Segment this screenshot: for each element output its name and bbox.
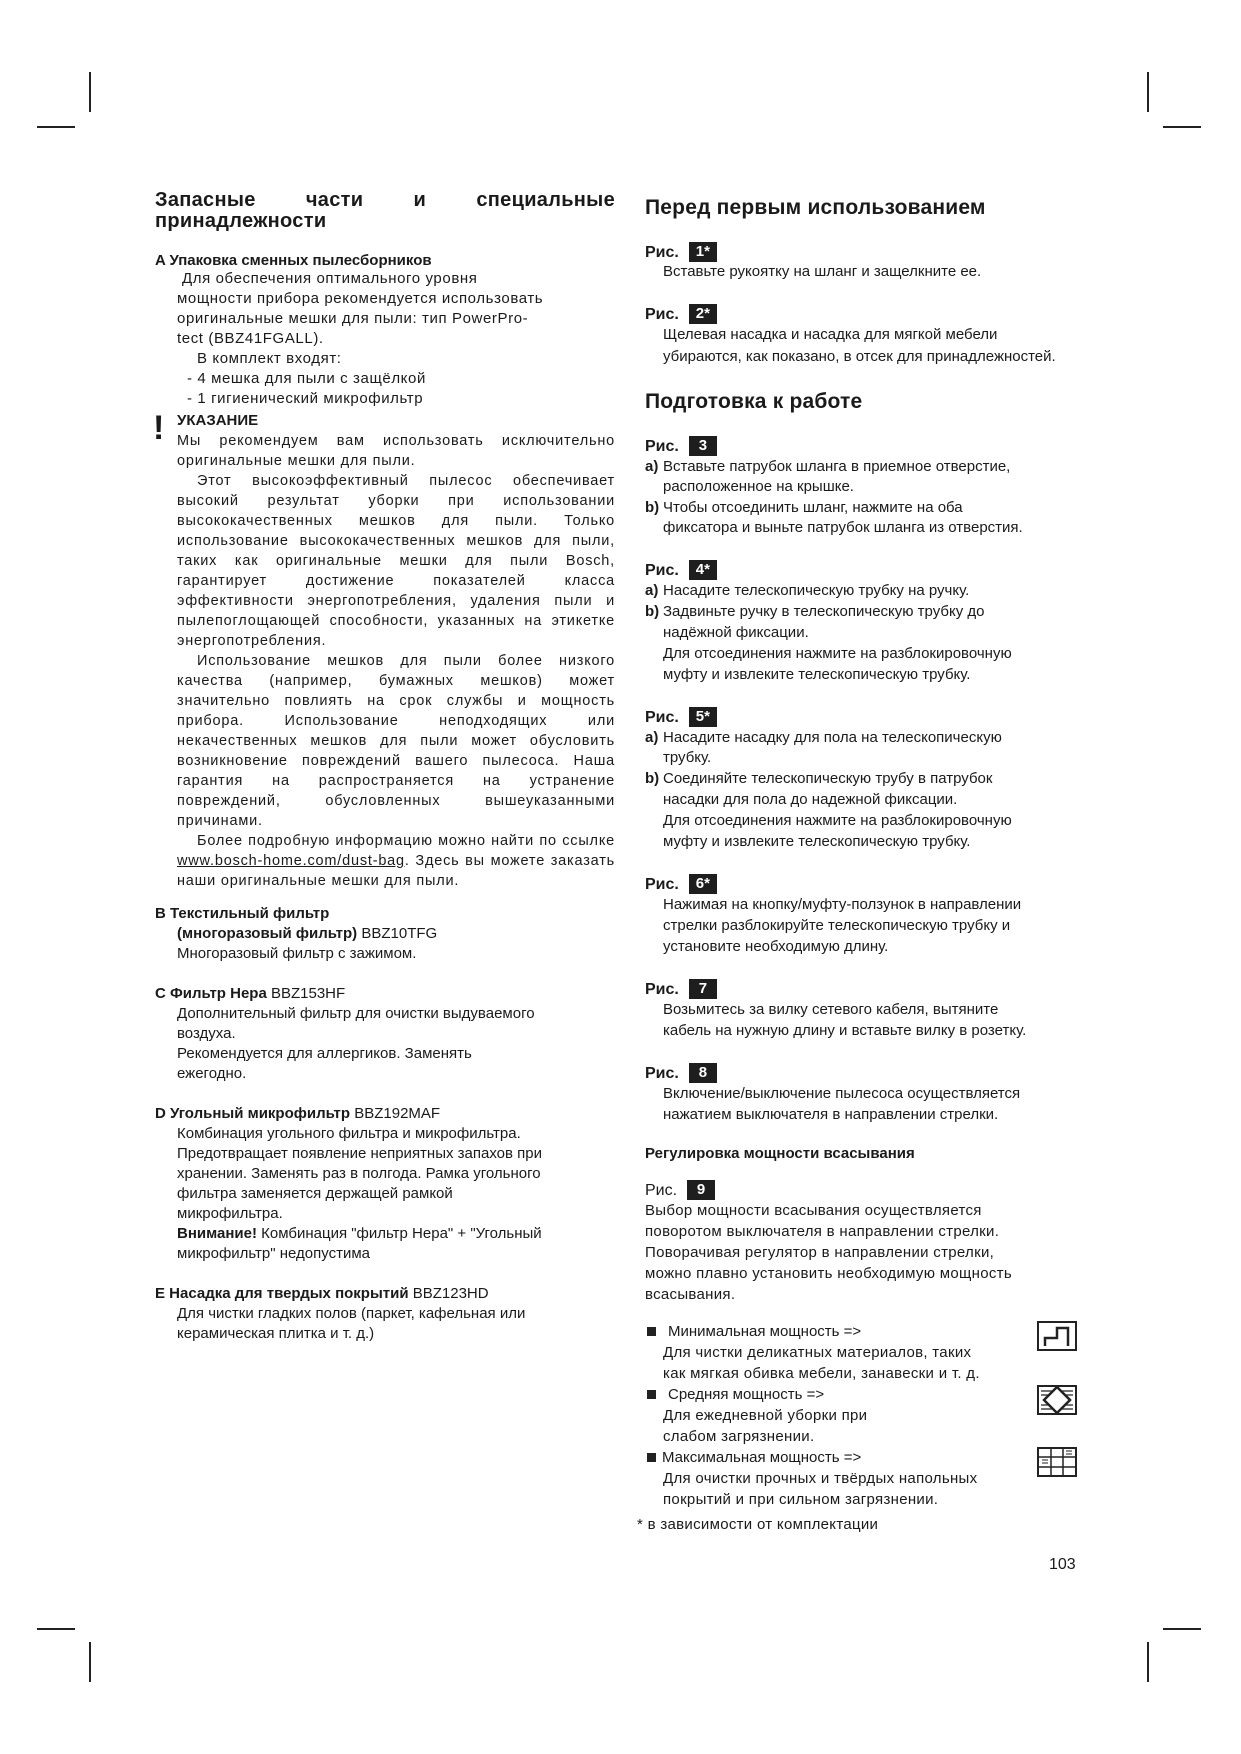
text-line: Для чистки деликатных материалов, таких (663, 1344, 972, 1361)
text-line: кабель на нужную длину и вставьте вилку в розетку. (663, 1022, 1027, 1039)
text: Более подробную информацию можно найти по ссылке (197, 833, 615, 849)
text-line: tect (BBZ41FGALL). (177, 330, 324, 347)
text: Задвиньте ручку в телескопическую трубку до (663, 603, 985, 620)
figure-badge: 2* (689, 304, 717, 324)
section-title-preparation: Подготовка к работе (645, 390, 863, 413)
fig-label: Рис. (645, 1182, 678, 1199)
fig-label: Рис. (645, 981, 679, 998)
step-b (645, 497, 1085, 518)
text-line: оригинальные мешки для пыли: тип PowerPro- (177, 310, 529, 327)
model-code: BBZ153HF (266, 985, 346, 1002)
model-code: BBZ123HD (408, 1285, 489, 1302)
step-letter: b) (645, 770, 660, 787)
step-letter: a) (645, 458, 659, 475)
fig-label: Рис. (645, 306, 679, 323)
text-line: Рекомендуется для аллергиков. Заменять (177, 1045, 472, 1062)
text-line: покрытий и при сильном загрязнении. (663, 1491, 939, 1508)
text-line: В комплект входят: (197, 350, 342, 367)
fig-label: Рис. (645, 244, 679, 261)
exclamation-icon: ! (153, 409, 165, 447)
figure-ref (645, 304, 1085, 324)
figure-badge: 1* (689, 242, 717, 262)
text-line: хранении. Заменять раз в полгода. Рамка угольного (177, 1165, 541, 1182)
text-line: микрофильтр" недопустима (177, 1245, 371, 1262)
fig-label: Рис. (645, 876, 679, 893)
figure-ref (645, 979, 1085, 999)
step-letter: a) (645, 582, 659, 599)
figure-badge: 4* (689, 560, 717, 580)
model-code: BBZ10TFG (357, 925, 438, 942)
item-a-heading: A Упаковка сменных пылесборников (155, 252, 432, 269)
page-number: 103 (1049, 1556, 1076, 1573)
text-line: Для отсоединения нажмите на разблокировочную (663, 812, 1012, 829)
text-line: Для обеспечения оптимального уровня (182, 270, 478, 287)
text-line: слабом загрязнении. (663, 1428, 815, 1445)
bullet-icon (647, 1453, 656, 1462)
power-label: Средняя мощность => (668, 1386, 825, 1403)
text-line: Для отсоединения нажмите на разблокировочную (663, 645, 1012, 662)
figure-text (645, 324, 1085, 368)
text-line: можно плавно установить необходимую мощность (645, 1265, 1012, 1282)
item-c-heading: C Фильтр Hepa (155, 985, 267, 1002)
figure-text (645, 789, 1085, 852)
suction-power-title: Регулировка мощности всасывания (645, 1145, 915, 1162)
medium-power-item (645, 1384, 1085, 1405)
text-line: фиксатора и выньте патрубок шланга из отверстия. (663, 519, 1023, 536)
title-line: Запасные части и специальные (155, 189, 615, 211)
step-a (645, 456, 1085, 477)
fig-label: Рис. (645, 1065, 679, 1082)
note-paragraph: Использование мешков для пыли более низкого качества (например, бумажных мешков) может значительно повлиять на срок службы и мощность прибора. Использование неподходящих или некачественных мешков для пыли может обусловить возникновение повреждений вашего пылесоса. Наша гарантия на распространяется на устранение повреждений, обусловленных вышеуказанными причинами. (177, 653, 615, 829)
text-line: воздуха. (177, 1025, 236, 1042)
text-line: керамическая плитка и т. д.) (177, 1325, 375, 1342)
dust-bag-link[interactable]: www.bosch-home.com/dust-bag (177, 853, 405, 869)
fig-label: Рис. (645, 562, 679, 579)
figure-badge: 6* (689, 874, 717, 894)
text-line: установите необходимую длину. (663, 938, 889, 955)
warning-label: Внимание! (177, 1225, 257, 1242)
text-line: Включение/выключение пылесоса осуществляется (663, 1085, 1021, 1102)
text-line: микрофильтра. (177, 1205, 283, 1222)
figure-ref (645, 707, 1085, 727)
text-line: муфту и извлеките телескопическую трубку. (663, 833, 971, 850)
power-label: Максимальная мощность => (662, 1449, 862, 1466)
note-paragraph (155, 831, 615, 891)
text-line: всасывания. (645, 1286, 736, 1303)
item-d-heading: D Угольный микрофильтр (155, 1105, 351, 1122)
step-letter: b) (645, 499, 660, 516)
power-desc (645, 1342, 1085, 1384)
section-title-spare-parts (155, 190, 615, 232)
text-line: Предотвращает появление неприятных запахов при (177, 1145, 543, 1162)
crop-mark (1147, 1642, 1149, 1682)
step-letter: b) (645, 603, 660, 620)
text: Насадите насадку для пола на телескопическую (663, 729, 1002, 746)
max-power-item (645, 1447, 1085, 1468)
text-line: ежегодно. (177, 1065, 247, 1082)
left-column (155, 190, 615, 1344)
text-line: расположенное на крышке. (663, 478, 854, 495)
figure-ref (645, 874, 1085, 894)
text: Вставьте патрубок шланга в приемное отверстие, (663, 458, 1011, 475)
power-levels (645, 1321, 1085, 1510)
text-line: Выбор мощности всасывания осуществляется (645, 1202, 982, 1219)
item-b-heading: B Текстильный фильтр (155, 905, 330, 922)
figure-ref (645, 1063, 1085, 1083)
note-paragraph: Мы рекомендуем вам использовать исключительно оригинальные мешки для пыли. (177, 433, 615, 469)
step-a (645, 727, 1085, 748)
item-a-text (155, 269, 615, 409)
figure-ref (645, 560, 1085, 580)
fig-label: Рис. (645, 709, 679, 726)
text: Соединяйте телескопическую трубу в патрубок (663, 770, 993, 787)
text-line: Многоразовый фильтр с зажимом. (177, 945, 417, 962)
text-line: Щелевая насадка и насадка для мягкой мебели (663, 326, 998, 343)
figure-badge: 7 (689, 979, 717, 999)
text-line: Вставьте рукоятку на шланг и защелкните ее. (663, 263, 982, 280)
text-line: Нажимая на кнопку/муфту-ползунок в направлении (663, 896, 1022, 913)
text-line: нажатием выключателя в направлении стрелки. (663, 1106, 999, 1123)
item-c (155, 984, 615, 1084)
power-desc (645, 1468, 1085, 1510)
bullet-icon (647, 1327, 656, 1336)
figure-badge: 3 (689, 436, 717, 456)
figure-ref (645, 242, 1085, 262)
text-line: как мягкая обивка мебели, занавески и т. д. (663, 1365, 980, 1382)
text-line: Для чистки гладких полов (паркет, кафельная или (177, 1305, 526, 1322)
model-code: BBZ192MAF (350, 1105, 441, 1122)
figure-text (645, 999, 1085, 1041)
item-b-text (155, 924, 615, 964)
crop-mark (37, 1628, 75, 1630)
bullet-icon (647, 1390, 656, 1399)
figure-text (645, 622, 1085, 685)
text-line: надёжной фиксации. (663, 624, 809, 641)
text-line: убираются, как показано, в отсек для принадлежностей. (663, 348, 1056, 365)
footnote: * в зависимости от комплектации (637, 1516, 879, 1533)
crop-mark (1147, 72, 1149, 112)
text-line: мощности прибора рекомендуется использовать (177, 290, 544, 307)
power-desc (645, 1405, 1085, 1447)
figure-badge: 5* (689, 707, 717, 727)
crop-mark (37, 126, 75, 128)
text: Комбинация "фильтр Hepa" + "Угольный (256, 1225, 542, 1242)
section-title-before-first-use: Перед первым использованием (645, 196, 986, 219)
text-line: Для ежедневной уборки при (663, 1407, 868, 1424)
text-line: - 4 мешка для пыли с защёлкой (187, 370, 426, 387)
text-line: муфту и извлеките телескопическую трубку. (663, 666, 971, 683)
text-line: Комбинация угольного фильтра и микрофильтра. (177, 1125, 521, 1142)
item-e-heading: E Насадка для твердых покрытий (155, 1285, 409, 1302)
step-b (645, 601, 1085, 622)
crop-mark (89, 72, 91, 112)
item-e (155, 1284, 615, 1344)
crop-mark (89, 1642, 91, 1682)
title-line: принадлежности (155, 210, 327, 232)
text-line: трубку. (663, 749, 712, 766)
figure-ref (645, 1180, 1085, 1200)
note-paragraph: Этот высокоэффективный пылесос обеспечивает высокий результат уборки при использовании высококачественных мешков для пыли. Только использование высококачественных мешков для пыли, таких как оригинальные мешки для пыли Bosch, гарантирует достижение показателей класса эффективности энергопотребления, удаления пыли и пылепоглощающей способности, указанных на этикетке энергопотребления. (177, 473, 615, 649)
text-line: Дополнительный фильтр для очистки выдуваемого (177, 1005, 535, 1022)
text-line: Возьмитесь за вилку сетевого кабеля, вытяните (663, 1001, 999, 1018)
text-line: Для очистки прочных и твёрдых напольных (663, 1470, 978, 1487)
bold-text: (многоразовый фильтр) (177, 925, 358, 942)
power-label: Минимальная мощность => (668, 1323, 862, 1340)
note-block (153, 409, 615, 447)
note-title: УКАЗАНИЕ (177, 412, 259, 429)
text-line: стрелки разблокируйте телескопическую трубку и (663, 917, 1011, 934)
crop-mark (1163, 126, 1201, 128)
figure-text (645, 1200, 1085, 1305)
text: . Здесь вы можете заказать наши оригинальные мешки для пыли. (177, 853, 615, 889)
text: Чтобы отсоединить шланг, нажмите на оба (663, 499, 963, 516)
fig-label: Рис. (645, 438, 679, 455)
figure-text (645, 1083, 1085, 1125)
figure-badge: 9 (687, 1180, 715, 1200)
text-line: поворотом выключателя в направлении стрелки. (645, 1223, 1000, 1240)
text-line: Поворачивая регулятор в направлении стрелки, (645, 1244, 995, 1261)
figure-text (645, 894, 1085, 957)
text-line: насадки для пола до надежной фиксации. (663, 791, 958, 808)
figure-badge: 8 (689, 1063, 717, 1083)
figure-ref (645, 436, 1085, 456)
step-letter: a) (645, 729, 659, 746)
step-b (645, 768, 1085, 789)
text-line: - 1 гигиенический микрофильтр (187, 390, 424, 407)
crop-mark (1163, 1628, 1201, 1630)
text: Насадите телескопическую трубку на ручку. (663, 582, 970, 599)
right-column (637, 196, 1085, 1533)
step-a (645, 580, 1085, 601)
min-power-item (645, 1321, 1085, 1342)
text-line: фильтра заменяется держащей рамкой (177, 1185, 453, 1202)
item-d (155, 1104, 615, 1264)
